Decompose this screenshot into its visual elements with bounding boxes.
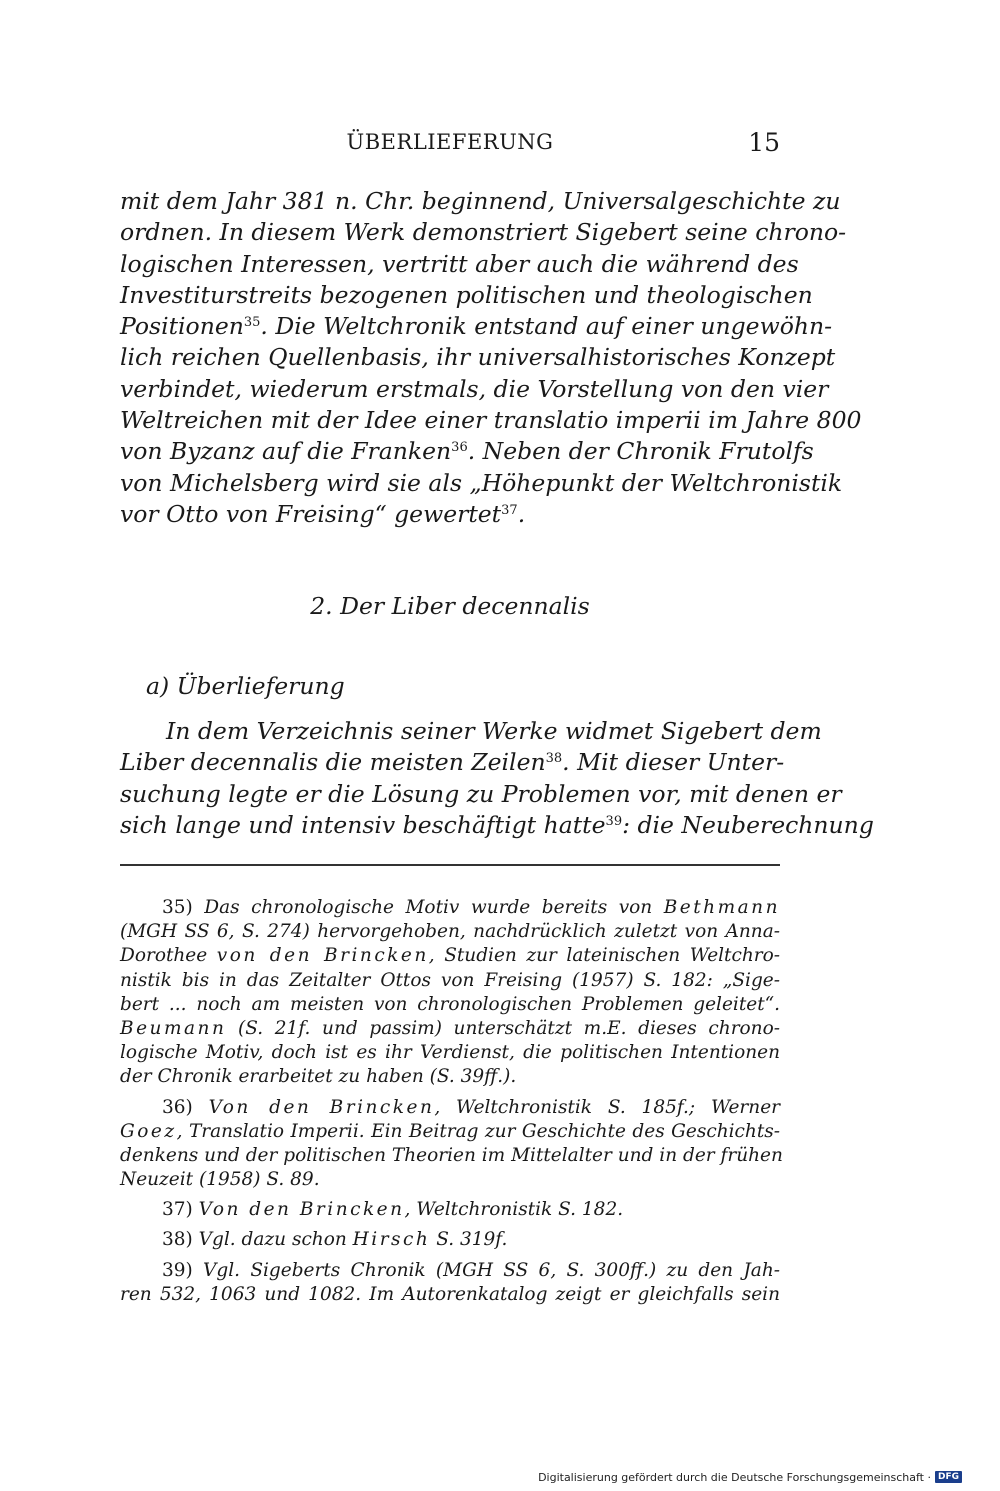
paragraph-continued xyxy=(120,186,862,530)
running-head xyxy=(120,128,780,160)
author-name: Goez xyxy=(120,1120,177,1142)
footnote-number: 39) xyxy=(162,1259,193,1281)
text-line: In dem Verzeichnis seiner Werke widmet Sigebert dem xyxy=(166,717,822,745)
footnote-line: nistik bis in das Zeitalter Ottos von Freising (1957) S. 182: „Sige- xyxy=(120,969,780,991)
footnote-line: der Chronik erarbeitet zu haben (S. 39ff.). xyxy=(120,1066,517,1088)
author-name: Von den Brincken xyxy=(198,1199,405,1221)
footnote-ref: 36 xyxy=(451,440,468,456)
text-line: logischen Interessen, vertritt aber auch die während des xyxy=(120,249,799,278)
subsection-heading: a) Überlieferung xyxy=(146,672,345,700)
page-number: 15 xyxy=(748,128,780,157)
text-line: verbindet, wiederum erstmals, die Vorstellung von den vier xyxy=(120,374,829,403)
author-name: von den Brincken xyxy=(216,945,429,967)
footnote-35: 35) Das chronologische Motiv wurde bereits von Bethmann xyxy=(162,897,780,918)
dfg-logo: DFG xyxy=(935,1471,962,1483)
footnote-rule xyxy=(120,864,780,866)
footnote-36: 36) Von den Brincken, Weltchronistik S. 185f.; Werner xyxy=(162,1096,780,1118)
text-line: Weltreichen mit der Idee einer translatio imperii im Jahre 800 xyxy=(120,406,862,435)
text-line: vor Otto von Freising“ gewertet$^{37}$. xyxy=(120,499,526,528)
footnote-line: bert ... noch am meisten von chronologischen Problemen geleitet“. xyxy=(120,993,780,1015)
footnote-number: 36) xyxy=(162,1096,193,1118)
footnote-line: Dorothee von den Brincken, Studien zur lateinischen Weltchro- xyxy=(120,945,781,967)
footnote-line: denkens und der politischen Theorien im Mittelalter und in der frühen xyxy=(120,1144,783,1166)
author-name: Beumann xyxy=(120,1017,227,1039)
text-line: sich lange und intensiv beschäftigt hatte$^{39}$: die Neuberechnung xyxy=(120,810,874,839)
footnote-39: 39) Vgl. Sigeberts Chronik (MGH SS 6, S. 300ff.) zu den Jah- xyxy=(162,1259,780,1281)
section-heading: 2. Der Liber decennalis xyxy=(310,592,590,620)
footnote-number: 35) xyxy=(162,897,193,918)
author-name: Von den Brincken xyxy=(208,1096,435,1118)
paragraph xyxy=(120,716,874,841)
footnote-line: logische Motiv, doch ist es ihr Verdienst, die politischen Intentionen xyxy=(120,1042,780,1064)
footnote-line: (MGH SS 6, S. 274) hervorgehoben, nachdrücklich zuletzt von Anna- xyxy=(120,921,780,943)
footnote-ref: 37 xyxy=(501,502,518,518)
footnote-line: Neuzeit (1958) S. 89. xyxy=(120,1169,320,1191)
text-line: Positionen$^{35}$. Die Weltchronik entstand auf einer ungewöhn- xyxy=(120,312,833,341)
digitization-credit xyxy=(538,1470,962,1484)
footnote-line: Goez, Translatio Imperii. Ein Beitrag zur Geschichte des Geschichts- xyxy=(120,1120,780,1142)
text-line: suchung legte er die Lösung zu Problemen vor, mit denen er xyxy=(120,779,842,808)
footnote-37: 37) Von den Brincken, Weltchronistik S. 182. xyxy=(162,1199,624,1221)
credit-text: Digitalisierung gefördert durch die Deutsche Forschungsgemeinschaft · xyxy=(538,1470,931,1484)
text-line: von Byzanz auf die Franken$^{36}$. Neben der Chronik Frutolfs xyxy=(120,437,814,466)
running-title: ÜBERLIEFERUNG xyxy=(346,130,554,154)
author-name: Bethmann xyxy=(663,897,780,918)
text-line: lich reichen Quellenbasis, ihr universalhistorisches Konzept xyxy=(120,343,836,372)
footnote-number: 38) xyxy=(162,1229,193,1251)
footnote-ref: 35 xyxy=(243,315,261,331)
footnotes xyxy=(120,896,783,1307)
footnote-38: 38) Vgl. dazu schon Hirsch S. 319f. xyxy=(162,1229,508,1251)
text-line: von Michelsberg wird sie als „Höhepunkt der Weltchronistik xyxy=(120,468,843,497)
text-line: Liber decennalis die meisten Zeilen$^{38}$. Mit dieser Unter- xyxy=(120,748,785,777)
text-line: mit dem Jahr 381 n. Chr. beginnend, Universalgeschichte zu xyxy=(120,187,841,215)
text-line: ordnen. In diesem Werk demonstriert Sigebert seine chrono- xyxy=(120,218,847,247)
footnote-ref: 38 xyxy=(545,751,563,767)
text-line: Investiturstreits bezogenen politischen und theologischen xyxy=(120,280,813,309)
footnote-number: 37) xyxy=(162,1199,193,1221)
footnote-line: ren 532, 1063 und 1082. Im Autorenkatalog zeigt er gleichfalls sein xyxy=(120,1283,780,1305)
footnote-line: Beumann (S. 21f. und passim) unterschätzt m.E. dieses chrono- xyxy=(120,1017,780,1039)
author-name: Hirsch xyxy=(352,1229,431,1251)
footnote-ref: 39 xyxy=(605,813,623,829)
